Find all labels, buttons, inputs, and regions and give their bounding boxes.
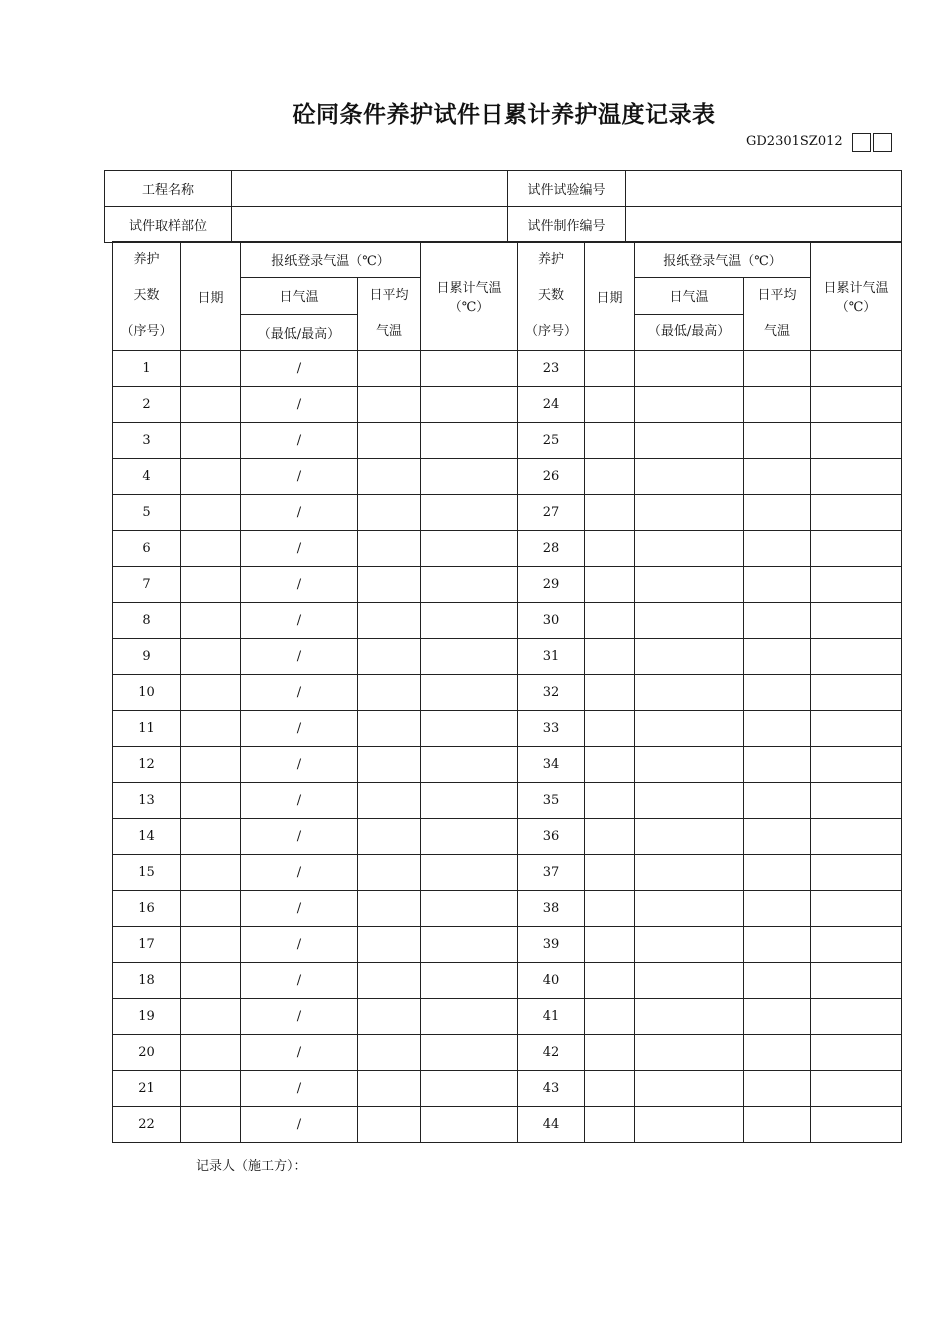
date-cell[interactable] xyxy=(585,387,635,423)
table-row xyxy=(113,711,902,747)
day-number-left: 22 xyxy=(113,1107,181,1143)
form-code: GD2301SZ012 xyxy=(746,134,843,149)
table-row xyxy=(113,639,902,675)
day-number-left: 8 xyxy=(113,603,181,639)
avg-temp-cell[interactable] xyxy=(744,639,811,675)
date-cell[interactable] xyxy=(585,891,635,927)
temp-group-header-right: 报纸登录气温（℃） xyxy=(635,242,811,278)
avg-temp-cell[interactable] xyxy=(358,387,421,423)
date-cell[interactable] xyxy=(585,855,635,891)
avg-temp-cell[interactable] xyxy=(358,459,421,495)
date-cell[interactable] xyxy=(585,603,635,639)
daily-temp-cell[interactable] xyxy=(635,1071,744,1107)
daily-temp-cell[interactable] xyxy=(635,963,744,999)
day-number-left: 13 xyxy=(113,783,181,819)
day-number-right: 27 xyxy=(518,495,585,531)
date-cell[interactable] xyxy=(181,891,241,927)
avg-temp-cell[interactable] xyxy=(744,603,811,639)
cumulative-cell[interactable] xyxy=(421,1035,518,1071)
cumulative-header-left: 日累计气温（℃） xyxy=(421,242,518,351)
cumulative-cell[interactable] xyxy=(421,423,518,459)
daily-temp-cell[interactable]: / xyxy=(241,711,358,747)
daily-temp-cell[interactable]: / xyxy=(241,495,358,531)
day-number-right: 41 xyxy=(518,999,585,1035)
daily-temp-cell[interactable] xyxy=(635,567,744,603)
sample-location-label: 试件取样部位 xyxy=(105,207,232,243)
day-number-right: 43 xyxy=(518,1071,585,1107)
daily-temp-cell[interactable]: / xyxy=(241,963,358,999)
cumulative-cell[interactable] xyxy=(811,351,902,387)
table-row xyxy=(113,1071,902,1107)
daily-temp-cell[interactable]: / xyxy=(241,639,358,675)
day-number-left: 19 xyxy=(113,999,181,1035)
table-row xyxy=(113,423,902,459)
cumulative-cell[interactable] xyxy=(811,567,902,603)
code-box[interactable] xyxy=(852,133,871,152)
day-number-right: 34 xyxy=(518,747,585,783)
daily-temp-cell[interactable] xyxy=(635,675,744,711)
avg-temp-cell[interactable] xyxy=(358,711,421,747)
date-cell[interactable] xyxy=(181,711,241,747)
day-number-right: 35 xyxy=(518,783,585,819)
date-cell[interactable] xyxy=(585,819,635,855)
page-title: 砼同条件养护试件日累计养护温度记录表 xyxy=(292,102,716,128)
date-cell[interactable] xyxy=(181,963,241,999)
avg-temp-cell[interactable] xyxy=(358,639,421,675)
code-boxes xyxy=(852,133,894,152)
daily-temp-cell[interactable] xyxy=(635,1035,744,1071)
daily-temp-cell[interactable]: / xyxy=(241,1071,358,1107)
date-cell[interactable] xyxy=(585,639,635,675)
avg-temp-cell[interactable] xyxy=(744,495,811,531)
table-row xyxy=(113,459,902,495)
avg-temp-cell[interactable] xyxy=(358,423,421,459)
date-cell[interactable] xyxy=(181,999,241,1035)
table-row xyxy=(113,927,902,963)
day-number-left: 14 xyxy=(113,819,181,855)
day-number-left: 21 xyxy=(113,1071,181,1107)
daily-temp-cell[interactable]: / xyxy=(241,999,358,1035)
daily-temp-cell[interactable] xyxy=(635,531,744,567)
daily-temp-header-right: 日气温 xyxy=(635,278,744,315)
cumulative-cell[interactable] xyxy=(421,783,518,819)
cumulative-cell[interactable] xyxy=(421,351,518,387)
avg-temp-cell[interactable] xyxy=(744,783,811,819)
date-cell[interactable] xyxy=(585,747,635,783)
avg-temp-cell[interactable] xyxy=(744,675,811,711)
day-number-left: 1 xyxy=(113,351,181,387)
daily-temp-cell[interactable] xyxy=(635,387,744,423)
table-row xyxy=(113,819,902,855)
cumulative-cell[interactable] xyxy=(811,639,902,675)
date-cell[interactable] xyxy=(585,783,635,819)
cumulative-cell[interactable] xyxy=(421,747,518,783)
date-cell[interactable] xyxy=(181,639,241,675)
day-number-right: 38 xyxy=(518,891,585,927)
cumulative-cell[interactable] xyxy=(811,819,902,855)
cumulative-cell[interactable] xyxy=(811,711,902,747)
daily-temp-cell[interactable] xyxy=(635,891,744,927)
daily-temp-cell[interactable] xyxy=(635,711,744,747)
daily-temp-cell[interactable]: / xyxy=(241,567,358,603)
daily-temp-cell[interactable]: / xyxy=(241,747,358,783)
day-number-right: 26 xyxy=(518,459,585,495)
date-cell[interactable] xyxy=(181,747,241,783)
avg-temp-cell[interactable] xyxy=(358,1107,421,1143)
day-number-right: 44 xyxy=(518,1107,585,1143)
avg-temp-cell[interactable] xyxy=(358,1071,421,1107)
date-header-left: 日期 xyxy=(181,242,241,351)
table-row xyxy=(113,963,902,999)
day-number-right: 24 xyxy=(518,387,585,423)
date-header-right: 日期 xyxy=(585,242,635,351)
date-cell[interactable] xyxy=(181,675,241,711)
daily-temp-cell[interactable]: / xyxy=(241,1035,358,1071)
day-number-left: 10 xyxy=(113,675,181,711)
day-number-left: 4 xyxy=(113,459,181,495)
date-cell[interactable] xyxy=(585,1071,635,1107)
avg-temp-cell[interactable] xyxy=(744,1035,811,1071)
table-row xyxy=(113,747,902,783)
daily-temp-cell[interactable]: / xyxy=(241,891,358,927)
cumulative-cell[interactable] xyxy=(811,603,902,639)
avg-temp-cell[interactable] xyxy=(358,891,421,927)
test-number-label: 试件试验编号 xyxy=(508,171,626,207)
table-row xyxy=(113,783,902,819)
date-cell[interactable] xyxy=(181,387,241,423)
date-cell[interactable] xyxy=(181,495,241,531)
cumulative-header-right: 日累计气温（℃） xyxy=(811,242,902,351)
daily-temp-header-left: 日气温 xyxy=(241,278,358,315)
sample-location-field[interactable] xyxy=(232,207,508,243)
day-number-right: 36 xyxy=(518,819,585,855)
avg-temp-cell[interactable] xyxy=(744,423,811,459)
cumulative-cell[interactable] xyxy=(421,927,518,963)
day-number-right: 25 xyxy=(518,423,585,459)
cumulative-cell[interactable] xyxy=(421,531,518,567)
date-cell[interactable] xyxy=(585,1035,635,1071)
date-cell[interactable] xyxy=(181,459,241,495)
day-number-right: 40 xyxy=(518,963,585,999)
daily-temp-cell[interactable]: / xyxy=(241,531,358,567)
daily-temp-cell[interactable] xyxy=(635,351,744,387)
date-cell[interactable] xyxy=(585,999,635,1035)
avg-temp-cell[interactable] xyxy=(744,963,811,999)
date-cell[interactable] xyxy=(181,1035,241,1071)
cumulative-cell[interactable] xyxy=(811,783,902,819)
daily-temp-cell[interactable]: / xyxy=(241,387,358,423)
cumulative-cell[interactable] xyxy=(421,567,518,603)
day-number-left: 5 xyxy=(113,495,181,531)
daily-temp-cell[interactable]: / xyxy=(241,855,358,891)
table-row xyxy=(113,603,902,639)
date-cell[interactable] xyxy=(585,423,635,459)
cumulative-cell[interactable] xyxy=(811,675,902,711)
avg-temp-header-right: 日平均 气温 xyxy=(744,278,811,351)
avg-temp-cell[interactable] xyxy=(744,711,811,747)
table-row xyxy=(113,999,902,1035)
day-number-right: 39 xyxy=(518,927,585,963)
date-cell[interactable] xyxy=(181,855,241,891)
daily-temp-cell[interactable] xyxy=(635,495,744,531)
daily-temp-cell[interactable] xyxy=(635,639,744,675)
avg-temp-cell[interactable] xyxy=(744,531,811,567)
avg-temp-header-left: 日平均 气温 xyxy=(358,278,421,351)
table-row xyxy=(113,855,902,891)
cumulative-cell[interactable] xyxy=(421,1107,518,1143)
date-cell[interactable] xyxy=(181,1071,241,1107)
cumulative-cell[interactable] xyxy=(421,387,518,423)
cumulative-cell[interactable] xyxy=(421,819,518,855)
day-number-right: 37 xyxy=(518,855,585,891)
cumulative-cell[interactable] xyxy=(811,495,902,531)
daily-temp-cell[interactable] xyxy=(635,783,744,819)
cumulative-cell[interactable] xyxy=(421,459,518,495)
cumulative-cell[interactable] xyxy=(421,603,518,639)
cumulative-cell[interactable] xyxy=(811,999,902,1035)
daily-temp-cell[interactable]: / xyxy=(241,927,358,963)
day-number-left: 18 xyxy=(113,963,181,999)
date-cell[interactable] xyxy=(181,603,241,639)
date-cell[interactable] xyxy=(585,495,635,531)
day-number-right: 42 xyxy=(518,1035,585,1071)
cumulative-cell[interactable] xyxy=(421,639,518,675)
day-number-left: 15 xyxy=(113,855,181,891)
cumulative-cell[interactable] xyxy=(811,891,902,927)
table-row xyxy=(113,495,902,531)
day-number-right: 32 xyxy=(518,675,585,711)
date-cell[interactable] xyxy=(585,711,635,747)
cumulative-cell[interactable] xyxy=(811,387,902,423)
avg-temp-cell[interactable] xyxy=(358,855,421,891)
table-row xyxy=(113,531,902,567)
temperature-table xyxy=(112,241,902,1143)
curing-days-header-right: 养护 天数 （序号） xyxy=(518,242,585,351)
date-cell[interactable] xyxy=(181,567,241,603)
day-number-left: 20 xyxy=(113,1035,181,1071)
avg-temp-cell[interactable] xyxy=(358,567,421,603)
daily-temp-cell[interactable]: / xyxy=(241,783,358,819)
date-cell[interactable] xyxy=(585,1107,635,1143)
cumulative-cell[interactable] xyxy=(811,1071,902,1107)
date-cell[interactable] xyxy=(181,819,241,855)
day-number-left: 7 xyxy=(113,567,181,603)
date-cell[interactable] xyxy=(585,567,635,603)
avg-temp-cell[interactable] xyxy=(744,387,811,423)
table-row xyxy=(113,567,902,603)
cumulative-cell[interactable] xyxy=(421,495,518,531)
cumulative-cell[interactable] xyxy=(811,855,902,891)
day-number-left: 2 xyxy=(113,387,181,423)
day-number-right: 33 xyxy=(518,711,585,747)
cumulative-cell[interactable] xyxy=(421,711,518,747)
day-number-left: 9 xyxy=(113,639,181,675)
cumulative-cell[interactable] xyxy=(421,675,518,711)
table-row xyxy=(113,675,902,711)
daily-temp-cell[interactable] xyxy=(635,819,744,855)
make-number-field[interactable] xyxy=(626,207,902,243)
avg-temp-cell[interactable] xyxy=(744,567,811,603)
recorder-label: 记录人（施工方）： xyxy=(196,1159,307,1174)
make-number-label: 试件制作编号 xyxy=(508,207,626,243)
project-name-label: 工程名称 xyxy=(105,171,232,207)
cumulative-cell[interactable] xyxy=(811,531,902,567)
daily-temp-cell[interactable]: / xyxy=(241,351,358,387)
day-number-right: 31 xyxy=(518,639,585,675)
avg-temp-cell[interactable] xyxy=(358,999,421,1035)
avg-temp-cell[interactable] xyxy=(358,819,421,855)
day-number-left: 17 xyxy=(113,927,181,963)
avg-temp-cell[interactable] xyxy=(358,603,421,639)
avg-temp-cell[interactable] xyxy=(358,531,421,567)
avg-temp-cell[interactable] xyxy=(744,459,811,495)
cumulative-cell[interactable] xyxy=(811,963,902,999)
day-number-right: 30 xyxy=(518,603,585,639)
day-number-right: 23 xyxy=(518,351,585,387)
cumulative-cell[interactable] xyxy=(421,963,518,999)
daily-temp-cell[interactable] xyxy=(635,459,744,495)
avg-temp-cell[interactable] xyxy=(358,927,421,963)
project-name-field[interactable] xyxy=(232,171,508,207)
daily-temp-cell[interactable] xyxy=(635,603,744,639)
date-cell[interactable] xyxy=(585,351,635,387)
date-cell[interactable] xyxy=(181,1107,241,1143)
table-row xyxy=(113,351,902,387)
avg-temp-cell[interactable] xyxy=(358,675,421,711)
curing-days-header-left: 养护 天数 （序号） xyxy=(113,242,181,351)
daily-temp-cell[interactable]: / xyxy=(241,423,358,459)
daily-temp-cell[interactable]: / xyxy=(241,459,358,495)
avg-temp-cell[interactable] xyxy=(744,819,811,855)
avg-temp-cell[interactable] xyxy=(744,999,811,1035)
date-cell[interactable] xyxy=(181,531,241,567)
avg-temp-cell[interactable] xyxy=(358,351,421,387)
cumulative-cell[interactable] xyxy=(811,1107,902,1143)
avg-temp-cell[interactable] xyxy=(358,783,421,819)
avg-temp-cell[interactable] xyxy=(744,1107,811,1143)
day-number-left: 3 xyxy=(113,423,181,459)
cumulative-cell[interactable] xyxy=(811,423,902,459)
cumulative-cell[interactable] xyxy=(811,927,902,963)
daily-temp-cell[interactable] xyxy=(635,747,744,783)
avg-temp-cell[interactable] xyxy=(744,855,811,891)
temp-group-header-left: 报纸登录气温（℃） xyxy=(241,242,421,278)
cumulative-cell[interactable] xyxy=(421,999,518,1035)
table-row xyxy=(113,891,902,927)
date-cell[interactable] xyxy=(585,927,635,963)
daily-temp-cell[interactable]: / xyxy=(241,675,358,711)
avg-temp-cell[interactable] xyxy=(358,963,421,999)
daily-temp-cell[interactable] xyxy=(635,855,744,891)
cumulative-cell[interactable] xyxy=(421,855,518,891)
day-number-right: 29 xyxy=(518,567,585,603)
avg-temp-cell[interactable] xyxy=(358,747,421,783)
cumulative-cell[interactable] xyxy=(421,1071,518,1107)
date-cell[interactable] xyxy=(181,783,241,819)
cumulative-cell[interactable] xyxy=(811,747,902,783)
avg-temp-cell[interactable] xyxy=(744,747,811,783)
day-number-left: 16 xyxy=(113,891,181,927)
daily-temp-cell[interactable] xyxy=(635,1107,744,1143)
avg-temp-cell[interactable] xyxy=(744,351,811,387)
date-cell[interactable] xyxy=(585,531,635,567)
date-cell[interactable] xyxy=(181,927,241,963)
date-cell[interactable] xyxy=(585,675,635,711)
daily-temp-cell[interactable]: / xyxy=(241,603,358,639)
daily-temp-cell[interactable] xyxy=(635,999,744,1035)
avg-temp-cell[interactable] xyxy=(358,1035,421,1071)
avg-temp-cell[interactable] xyxy=(358,495,421,531)
code-box[interactable] xyxy=(873,133,892,152)
cumulative-cell[interactable] xyxy=(811,459,902,495)
daily-temp-cell[interactable]: / xyxy=(241,819,358,855)
date-cell[interactable] xyxy=(181,423,241,459)
date-cell[interactable] xyxy=(585,963,635,999)
daily-temp-cell[interactable] xyxy=(635,423,744,459)
date-cell[interactable] xyxy=(181,351,241,387)
cumulative-cell[interactable] xyxy=(421,891,518,927)
avg-temp-cell[interactable] xyxy=(744,1071,811,1107)
avg-temp-cell[interactable] xyxy=(744,891,811,927)
table-row xyxy=(113,387,902,423)
daily-temp-cell[interactable]: / xyxy=(241,1107,358,1143)
daily-temp-cell[interactable] xyxy=(635,927,744,963)
daily-temp-sub-left: （最低/最高） xyxy=(241,314,358,351)
table-row xyxy=(113,1107,902,1143)
day-number-left: 11 xyxy=(113,711,181,747)
avg-temp-cell[interactable] xyxy=(744,927,811,963)
day-number-right: 28 xyxy=(518,531,585,567)
date-cell[interactable] xyxy=(585,459,635,495)
day-number-left: 12 xyxy=(113,747,181,783)
table-row xyxy=(113,1035,902,1071)
info-table xyxy=(104,170,902,243)
test-number-field[interactable] xyxy=(626,171,902,207)
daily-temp-sub-right: （最低/最高） xyxy=(635,314,744,351)
cumulative-cell[interactable] xyxy=(811,1035,902,1071)
day-number-left: 6 xyxy=(113,531,181,567)
